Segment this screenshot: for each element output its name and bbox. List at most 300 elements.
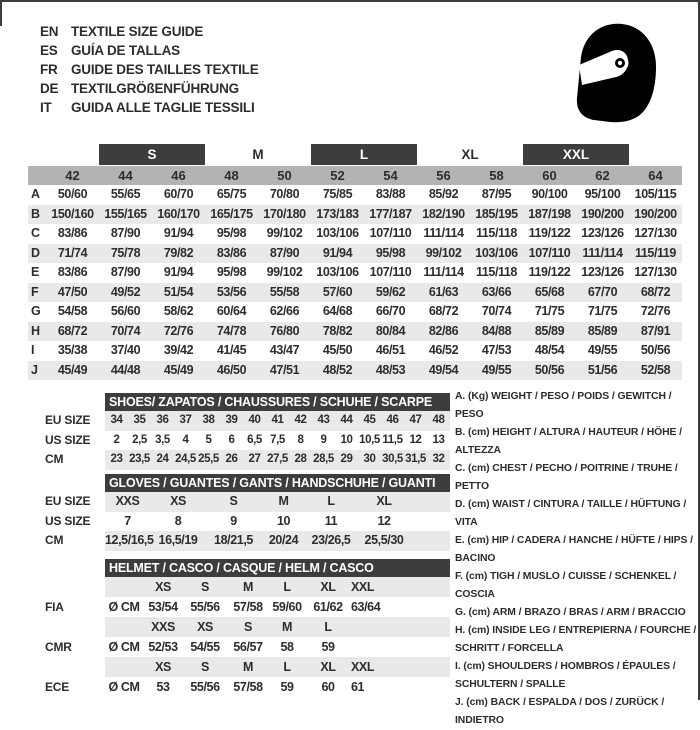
size-value-cell: 80/84 bbox=[375, 323, 406, 338]
legend-entry-h: H. (cm) INSIDE LEG / ENTREPIERNA / FOURCHE / SCHRITT / FORCELLA bbox=[455, 625, 697, 654]
size-row-a bbox=[28, 185, 682, 205]
size-value-cell: 59/62 bbox=[375, 284, 406, 299]
shoes-value-cell: 34 bbox=[110, 414, 123, 426]
gloves-value-cell: XS bbox=[170, 494, 186, 508]
size-column-header: 56 bbox=[436, 168, 451, 183]
size-value-cell: 74/78 bbox=[216, 323, 247, 338]
size-value-cell: 68/72 bbox=[428, 304, 459, 318]
gloves-value-cell: 10 bbox=[276, 513, 291, 528]
size-value-cell: 45/50 bbox=[322, 343, 353, 357]
size-value-cell: 155/165 bbox=[104, 206, 147, 221]
language-title-list bbox=[40, 22, 259, 117]
size-table-body bbox=[28, 185, 682, 380]
helmet-diameter-cell: 56/57 bbox=[233, 640, 263, 654]
shoes-value-cell: 41 bbox=[271, 414, 284, 426]
size-value-cell: 46/52 bbox=[428, 343, 459, 357]
size-column-header: 42 bbox=[65, 168, 80, 183]
gloves-value-cell: L bbox=[327, 494, 335, 508]
corner-cell bbox=[28, 166, 46, 185]
size-value-cell: 71/75 bbox=[587, 304, 618, 318]
row-letter: C bbox=[31, 226, 41, 240]
size-column-header: 64 bbox=[648, 168, 663, 183]
size-row-b bbox=[28, 205, 682, 225]
helmet-diameter-cell: 59/60 bbox=[272, 600, 302, 614]
size-value-cell: 50/56 bbox=[640, 343, 671, 357]
language-row-es bbox=[40, 41, 259, 60]
legend-entry-g: G. (cm) ARM / BRAZO / BRAS / ARM / BRACCIO bbox=[455, 607, 686, 618]
size-value-cell: 85/92 bbox=[428, 187, 459, 201]
shoes-value-cell: 23 bbox=[110, 453, 123, 465]
size-value-cell: 107/110 bbox=[369, 265, 412, 279]
helmet-diameter-cell: 55/56 bbox=[190, 600, 220, 614]
row-letter: I bbox=[31, 343, 35, 357]
size-value-cell: 83/86 bbox=[57, 226, 88, 240]
legend-entry-d: D. (cm) WAIST / CINTURA / TAILLE / HÜFTUNG / VITA bbox=[455, 499, 687, 528]
page-border-left-stub bbox=[0, 0, 2, 26]
shoes-row-values bbox=[105, 450, 450, 470]
gloves-value-cell: 20/24 bbox=[268, 533, 299, 547]
helmet-size-cell: XS bbox=[155, 660, 171, 674]
gloves-row-us-size bbox=[45, 512, 450, 532]
shoes-value-cell: 29 bbox=[340, 453, 353, 465]
size-value-cell: 47/50 bbox=[57, 284, 88, 299]
size-value-cell: 127/130 bbox=[634, 226, 677, 240]
shoes-value-cell: 10 bbox=[340, 433, 353, 446]
size-value-cell: 87/90 bbox=[110, 265, 141, 279]
shoes-value-cell: 24 bbox=[156, 453, 169, 465]
shoes-value-cell: 40 bbox=[248, 414, 261, 426]
page-border-top bbox=[0, 0, 700, 2]
size-value-cell: 91/94 bbox=[163, 265, 194, 279]
size-value-cell: 119/122 bbox=[528, 265, 571, 279]
size-value-cell: 182/190 bbox=[422, 206, 465, 221]
size-column-header: 46 bbox=[171, 168, 186, 183]
gloves-value-cell: 8 bbox=[174, 513, 182, 528]
shoes-row-label: US SIZE bbox=[45, 432, 91, 447]
helmet-diameter-cell: 59 bbox=[321, 640, 335, 654]
shoes-value-cell: 38 bbox=[202, 414, 215, 426]
shoes-size-table bbox=[45, 393, 450, 470]
helmet-sizes-row-ece bbox=[45, 657, 450, 677]
size-value-cell: 55/65 bbox=[110, 187, 141, 201]
helmet-sizes-row-cmr bbox=[45, 617, 450, 637]
gloves-row-values bbox=[105, 492, 450, 512]
size-value-cell: 49/55 bbox=[481, 362, 512, 377]
shoes-value-cell: 44 bbox=[340, 414, 353, 426]
shoes-value-cell: 48 bbox=[432, 414, 445, 426]
size-value-cell: 123/126 bbox=[581, 226, 624, 240]
size-value-cell: 82/86 bbox=[428, 323, 459, 338]
size-value-cell: 78/82 bbox=[322, 323, 353, 338]
helmet-size-cell: XXS bbox=[151, 620, 175, 634]
size-value-cell: 49/54 bbox=[428, 362, 459, 377]
gloves-row-label: EU SIZE bbox=[45, 494, 91, 508]
helmet-diameter-spacer bbox=[105, 657, 143, 677]
gloves-value-cell: S bbox=[229, 494, 238, 508]
shoes-row-values bbox=[105, 431, 450, 451]
shoes-row-values bbox=[105, 411, 450, 431]
size-value-cell: 123/126 bbox=[581, 265, 624, 279]
legend-entry-a: A. (Kg) WEIGHT / PESO / POIDS / GEWITCH / PESO bbox=[455, 391, 672, 420]
language-row-it bbox=[40, 98, 259, 117]
language-code: EN bbox=[40, 24, 59, 39]
helmet-diameter-cell: 52/53 bbox=[148, 640, 178, 654]
size-value-cell: 87/91 bbox=[640, 323, 671, 338]
helmet-sizes-row-label bbox=[45, 617, 105, 637]
gloves-value-cell: 9 bbox=[230, 513, 237, 528]
helmet-size-cell: L bbox=[324, 620, 332, 634]
shoes-value-cell: 32 bbox=[432, 453, 445, 465]
size-value-cell: 83/86 bbox=[57, 265, 88, 279]
size-value-cell: 119/122 bbox=[528, 226, 571, 240]
size-row-c bbox=[28, 224, 682, 244]
size-value-cell: 65/68 bbox=[534, 284, 565, 299]
shoes-value-cell: 31,5 bbox=[405, 453, 426, 465]
shoes-value-cell: 6 bbox=[228, 433, 235, 446]
helmet-diameter-cell: 53 bbox=[156, 680, 170, 694]
helmet-diameter-cell: 59 bbox=[280, 680, 294, 694]
shoes-value-cell: 7,5 bbox=[270, 433, 285, 446]
size-value-cell: 65/75 bbox=[216, 187, 247, 201]
size-value-cell: 63/66 bbox=[481, 284, 512, 299]
language-row-de bbox=[40, 79, 259, 98]
size-value-cell: 103/106 bbox=[316, 265, 359, 279]
size-value-cell: 115/118 bbox=[475, 265, 517, 279]
language-code: DE bbox=[40, 81, 59, 96]
helmet-standard-row-ece bbox=[45, 677, 450, 697]
helmet-diameter-label: Ø CM bbox=[108, 680, 140, 694]
gloves-value-cell: 18/21,5 bbox=[214, 533, 253, 547]
size-value-cell: 190/200 bbox=[634, 206, 677, 221]
size-value-cell: 87/90 bbox=[269, 245, 300, 260]
size-value-cell: 55/58 bbox=[269, 284, 300, 299]
gloves-value-cell: 12 bbox=[377, 513, 391, 528]
size-value-cell: 52/58 bbox=[640, 362, 671, 377]
size-value-cell: 58/62 bbox=[163, 304, 194, 318]
size-column-header: 60 bbox=[542, 168, 557, 183]
size-value-cell: 66/70 bbox=[375, 304, 406, 318]
size-column-header: 48 bbox=[224, 168, 239, 183]
size-row-i bbox=[28, 341, 682, 361]
helmet-sizes-row-values bbox=[105, 577, 450, 597]
shoes-value-cell: 23,5 bbox=[129, 453, 150, 465]
size-value-cell: 64/68 bbox=[322, 304, 353, 318]
size-row-h bbox=[28, 322, 682, 342]
gloves-table-title: GLOVES / GUANTES / GANTS / HANDSCHUHE / GUANTI bbox=[105, 474, 450, 492]
helmet-diameter-cell: 55/56 bbox=[190, 680, 220, 694]
legend-entry-i: I. (cm) SHOULDERS / HOMBROS / ÉPAULES / SCHULTERN / SPALLE bbox=[455, 661, 676, 690]
shoes-value-cell: 47 bbox=[409, 414, 422, 426]
helmet-diameter-label: Ø CM bbox=[108, 600, 140, 614]
size-row-f bbox=[28, 283, 682, 303]
gloves-value-cell: 16,5/19 bbox=[158, 533, 198, 547]
row-letter: D bbox=[31, 245, 41, 260]
helmet-standard-values bbox=[105, 637, 450, 657]
size-group-l: L bbox=[311, 144, 417, 165]
shoes-value-cell: 26 bbox=[225, 453, 238, 465]
size-group-xxl: XXL bbox=[523, 144, 629, 165]
shoes-value-cell: 46 bbox=[386, 414, 399, 426]
size-value-cell: 61/63 bbox=[428, 284, 459, 299]
size-row-d bbox=[28, 244, 682, 264]
shoes-value-cell: 8 bbox=[297, 433, 304, 446]
helmet-table-body bbox=[45, 577, 450, 697]
gloves-value-cell: 23/26,5 bbox=[311, 533, 351, 547]
guide-title-en: TEXTILE SIZE GUIDE bbox=[71, 24, 204, 39]
size-value-cell: 62/66 bbox=[269, 304, 300, 318]
shoes-value-cell: 28,5 bbox=[313, 453, 334, 465]
gloves-value-cell: 25,5/30 bbox=[364, 533, 404, 547]
size-value-cell: 95/100 bbox=[584, 187, 621, 201]
row-letter: H bbox=[31, 323, 41, 338]
helmet-size-cell: L bbox=[283, 660, 291, 674]
helmet-diameter-cell: 61/62 bbox=[313, 600, 343, 614]
size-value-cell: 87/90 bbox=[110, 226, 141, 240]
helmet-size-cell: XL bbox=[320, 660, 336, 674]
gloves-value-cell: XL bbox=[376, 494, 392, 508]
size-value-cell: 56/60 bbox=[110, 304, 141, 318]
gloves-table-body bbox=[45, 492, 450, 551]
size-column-header: 52 bbox=[330, 168, 345, 183]
size-value-cell: 173/183 bbox=[316, 206, 359, 221]
helmet-standard-values bbox=[105, 677, 450, 697]
shoes-value-cell: 2 bbox=[113, 433, 120, 446]
row-letter: B bbox=[31, 206, 41, 221]
helmet-size-cell: S bbox=[201, 660, 209, 674]
size-value-cell: 165/175 bbox=[210, 206, 253, 221]
gloves-size-table bbox=[45, 474, 450, 551]
legend-entry-j: J. (cm) BACK / ESPALDA / DOS / ZURÜCK / INDIETRO bbox=[455, 697, 665, 726]
gloves-value-cell: 7 bbox=[124, 513, 131, 528]
size-value-cell: 107/110 bbox=[369, 226, 412, 240]
size-value-cell: 37/40 bbox=[110, 343, 141, 357]
helmet-size-cell bbox=[351, 617, 450, 637]
size-value-cell: 70/80 bbox=[269, 187, 300, 201]
size-value-cell: 127/130 bbox=[634, 265, 677, 279]
language-row-fr bbox=[40, 60, 259, 79]
shoes-value-cell: 42 bbox=[294, 414, 307, 426]
helmet-diameter-cell: 61 bbox=[351, 680, 365, 694]
helmet-standard-row-cmr bbox=[45, 637, 450, 657]
helmet-size-cell: M bbox=[281, 620, 292, 634]
size-value-cell: 72/76 bbox=[163, 323, 194, 338]
helmet-size-cell: XXL bbox=[351, 660, 375, 674]
helmet-table-title: HELMET / CASCO / CASQUE / HELM / CASCO bbox=[105, 559, 450, 577]
size-value-cell: 46/50 bbox=[216, 362, 247, 377]
helmet-size-cell: M bbox=[242, 580, 253, 594]
helmet-size-table bbox=[45, 559, 450, 697]
helmet-size-cell: L bbox=[283, 580, 291, 594]
helmet-standard-values bbox=[105, 597, 450, 617]
size-value-cell: 72/76 bbox=[640, 304, 671, 318]
gloves-value-cell: M bbox=[278, 494, 289, 508]
shoes-value-cell: 43 bbox=[317, 414, 330, 426]
size-value-cell: 51/54 bbox=[163, 284, 194, 299]
size-value-cell: 85/89 bbox=[587, 323, 618, 338]
size-value-cell: 115/118 bbox=[475, 226, 517, 240]
language-row-en bbox=[40, 22, 259, 41]
shoes-value-cell: 4 bbox=[182, 433, 189, 446]
size-value-cell: 45/49 bbox=[57, 362, 88, 377]
helmet-sizes-row-values bbox=[105, 617, 450, 637]
helmet-diameter-cell: 54/55 bbox=[190, 640, 220, 654]
size-value-cell: 68/72 bbox=[640, 284, 671, 299]
size-value-cell: 75/78 bbox=[110, 245, 141, 260]
size-value-cell: 84/88 bbox=[481, 323, 512, 338]
size-value-cell: 187/198 bbox=[528, 206, 571, 221]
helmet-size-cell: S bbox=[244, 620, 252, 634]
helmet-standard-label: ECE bbox=[45, 680, 70, 694]
size-value-cell: 99/102 bbox=[425, 245, 462, 260]
shoes-value-cell: 27 bbox=[248, 453, 261, 465]
size-group-header-row bbox=[28, 144, 682, 166]
shoes-value-cell: 2,5 bbox=[132, 433, 147, 446]
guide-title-it: GUIDA ALLE TAGLIE TESSILI bbox=[71, 100, 255, 115]
shoes-value-cell: 28 bbox=[294, 453, 307, 465]
size-value-cell: 76/80 bbox=[269, 323, 300, 338]
helmet-standard-label: CMR bbox=[45, 640, 72, 654]
size-value-cell: 60/70 bbox=[163, 187, 194, 201]
helmet-standard-row-fia bbox=[45, 597, 450, 617]
helmet-size-cell: M bbox=[242, 660, 253, 674]
size-value-cell: 50/60 bbox=[57, 187, 88, 201]
size-value-cell: 105/115 bbox=[634, 187, 677, 201]
gloves-row-eu-size bbox=[45, 492, 450, 512]
helmet-diameter-cell: 58 bbox=[280, 640, 294, 654]
helmet-sizes-row-label bbox=[45, 577, 105, 597]
size-row-g bbox=[28, 302, 682, 322]
size-column-header: 62 bbox=[595, 168, 610, 183]
size-column-header: 54 bbox=[383, 168, 398, 183]
row-letter: E bbox=[31, 265, 40, 279]
gloves-row-label: CM bbox=[45, 533, 64, 547]
size-value-cell: 103/106 bbox=[475, 245, 518, 260]
shoes-value-cell: 6,5 bbox=[247, 433, 262, 446]
shoes-value-cell: 12 bbox=[409, 433, 422, 446]
helmet-standard-label: FIA bbox=[45, 600, 64, 614]
size-value-cell: 91/94 bbox=[322, 245, 353, 260]
size-value-cell: 70/74 bbox=[110, 323, 141, 338]
guide-title-de: TEXTILGRÖßENFÜHRUNG bbox=[71, 81, 239, 96]
size-value-cell: 57/60 bbox=[322, 284, 353, 299]
size-value-cell: 95/98 bbox=[216, 265, 247, 279]
size-value-cell: 90/100 bbox=[531, 187, 568, 201]
size-group-xl: XL bbox=[461, 147, 479, 162]
size-value-cell: 46/51 bbox=[375, 343, 406, 357]
shoes-value-cell: 11,5 bbox=[382, 433, 403, 446]
shoes-value-cell: 30 bbox=[363, 453, 376, 465]
shoes-row-label: EU SIZE bbox=[45, 413, 91, 427]
size-row-j bbox=[28, 361, 682, 381]
size-row-e bbox=[28, 263, 682, 283]
shoes-row-eu-size bbox=[45, 411, 450, 431]
shoes-table-title: SHOES/ ZAPATOS / CHAUSSURES / SCHUHE / SCARPE bbox=[105, 393, 450, 411]
helmet-sizes-row-values bbox=[105, 657, 450, 677]
helmet-diameter-cell bbox=[351, 637, 450, 657]
helmet-diameter-cell: 53/54 bbox=[148, 600, 178, 614]
size-value-cell: 70/74 bbox=[481, 304, 512, 318]
shoes-row-label: CM bbox=[45, 452, 64, 466]
legend-entry-b: B. (cm) HEIGHT / ALTURA / HAUTEUR / HÖHE / ALTEZZA bbox=[455, 427, 682, 456]
shoes-value-cell: 9 bbox=[320, 433, 327, 446]
size-value-cell: 49/55 bbox=[587, 343, 618, 357]
gloves-row-values bbox=[105, 531, 450, 551]
helmet-diameter-label: Ø CM bbox=[108, 640, 140, 654]
shoes-value-cell: 25,5 bbox=[198, 453, 219, 465]
helmet-sizes-row-fia bbox=[45, 577, 450, 597]
size-value-cell: 75/85 bbox=[322, 187, 353, 201]
gloves-row-label: US SIZE bbox=[45, 513, 91, 528]
size-value-cell: 53/56 bbox=[216, 284, 247, 299]
legend-entry-f: F. (cm) TIGH / MUSLO / CUISSE / SCHENKEL / COSCIA bbox=[455, 571, 677, 600]
size-value-cell: 48/54 bbox=[534, 343, 565, 357]
size-value-cell: 35/38 bbox=[57, 343, 88, 357]
size-value-cell: 107/110 bbox=[528, 245, 571, 260]
shoes-value-cell: 35 bbox=[133, 414, 146, 426]
size-value-cell: 99/102 bbox=[266, 226, 303, 240]
size-value-cell: 67/70 bbox=[587, 284, 618, 299]
size-value-cell: 150/160 bbox=[51, 206, 94, 221]
size-value-cell: 87/95 bbox=[481, 187, 512, 201]
size-value-cell: 47/51 bbox=[269, 362, 300, 377]
size-value-cell: 83/86 bbox=[216, 245, 247, 260]
shoes-value-cell: 30,5 bbox=[382, 453, 403, 465]
helmet-size-cell: S bbox=[201, 580, 209, 594]
size-value-cell: 79/82 bbox=[163, 245, 194, 260]
size-value-cell: 115/119 bbox=[634, 245, 676, 260]
gloves-value-cell: XXS bbox=[115, 494, 140, 508]
size-value-cell: 111/114 bbox=[582, 245, 623, 260]
gloves-value-cell: 11 bbox=[324, 513, 338, 528]
row-letter: G bbox=[31, 304, 41, 318]
helmet-size-cell: XXL bbox=[351, 580, 375, 594]
size-value-cell: 41/45 bbox=[216, 343, 247, 357]
shoes-value-cell: 10,5 bbox=[359, 433, 380, 446]
size-value-cell: 49/52 bbox=[110, 284, 141, 299]
shoes-value-cell: 45 bbox=[363, 414, 376, 426]
size-value-cell: 160/170 bbox=[157, 206, 200, 221]
size-value-cell: 71/74 bbox=[57, 245, 88, 260]
size-column-header: 44 bbox=[118, 168, 133, 183]
language-code: IT bbox=[40, 100, 52, 115]
size-value-cell: 95/98 bbox=[216, 226, 247, 240]
measurement-legend bbox=[455, 388, 698, 730]
guide-title-es: GUÍA DE TALLAS bbox=[71, 43, 180, 58]
size-value-cell: 111/114 bbox=[423, 226, 464, 240]
size-value-cell: 103/106 bbox=[316, 226, 359, 240]
size-value-cell: 177/187 bbox=[369, 206, 412, 221]
size-group-s: S bbox=[99, 144, 205, 165]
row-letter: J bbox=[31, 362, 38, 377]
size-value-cell: 95/98 bbox=[375, 245, 406, 260]
shoes-table-body bbox=[45, 411, 450, 470]
language-code: FR bbox=[40, 62, 58, 77]
size-value-cell: 45/49 bbox=[163, 362, 194, 377]
size-value-cell: 91/94 bbox=[163, 226, 194, 240]
helmet-size-cell: XS bbox=[197, 620, 213, 634]
size-number-header-row bbox=[28, 166, 682, 185]
shoes-value-cell: 36 bbox=[156, 414, 169, 426]
helmet-size-cell: XL bbox=[320, 580, 336, 594]
row-letter: A bbox=[31, 187, 41, 201]
legend-entry-c: C. (cm) CHEST / PECHO / POITRINE / TRUHE / PETTO bbox=[455, 463, 678, 492]
size-group-m: M bbox=[252, 147, 264, 162]
gloves-value-cell: 12,5/16,5 bbox=[105, 533, 154, 547]
shoes-value-cell: 37 bbox=[179, 414, 192, 426]
size-value-cell: 39/42 bbox=[163, 343, 194, 357]
legend-entry-e: E. (cm) HIP / CADERA / HANCHE / HÜFTE / HIPS / BACINO bbox=[455, 535, 693, 564]
size-value-cell: 50/56 bbox=[534, 362, 565, 377]
